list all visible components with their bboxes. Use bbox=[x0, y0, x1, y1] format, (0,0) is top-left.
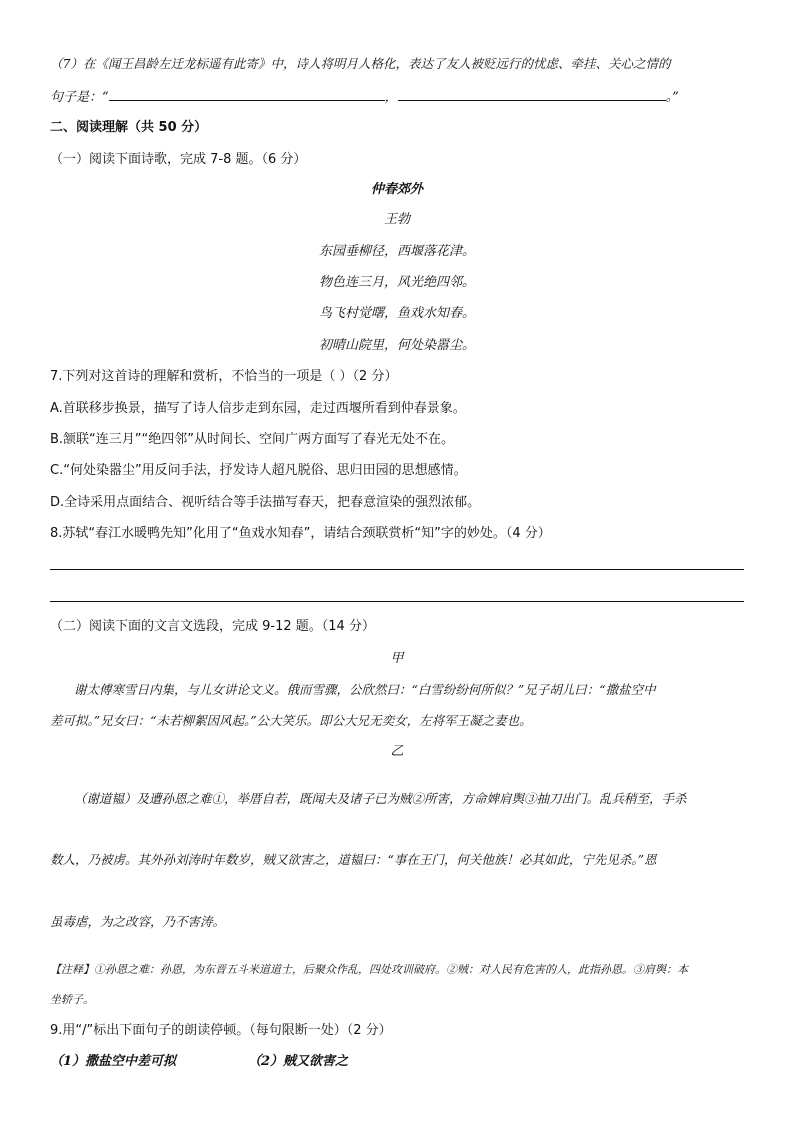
jia-label: 甲 bbox=[390, 651, 404, 666]
yi-label: 乙 bbox=[390, 744, 404, 759]
section2-title: 二、阅读理解（共 50 分） bbox=[50, 120, 208, 135]
yi-line: （谢道韫）及遭孙恩之难①，举厝自若，既闻夫及诸子已为贼②所害，方命婢肩舆③抽刀出门。乱兵稍至，手杀 bbox=[74, 791, 687, 806]
poem-line: 物色连三月，风光绝四邻。 bbox=[318, 275, 475, 290]
q7-option-b: B.颔联“连三月”“绝四邻”从时间长、空间广两方面写了春光无处不在。 bbox=[50, 432, 454, 447]
q9-item-2: （2）贼又欲害之 bbox=[248, 1054, 349, 1069]
q7-prev-suffix: 。” bbox=[665, 90, 679, 105]
q9-item-1: （1）撒盐空中差可拟 bbox=[50, 1054, 177, 1069]
notes-line: 坐轿子。 bbox=[50, 993, 94, 1006]
q7-option-d: D.全诗采用点面结合、视听结合等手法描写春天，把春意渲染的强烈浓郁。 bbox=[50, 495, 481, 510]
poem-line: 初晴山院里，何处染嚣尘。 bbox=[318, 338, 475, 353]
poem-line: 鸟飞村觉曙，鱼戏水知春。 bbox=[318, 306, 475, 321]
poem-author: 王勃 bbox=[383, 212, 410, 227]
yi-line: 虽毒虐，为之改容，乃不害涛。 bbox=[50, 914, 226, 929]
q7-prev-line1: （7）在《闻王昌龄左迁龙标遥有此寄》中，诗人将明月人格化，表达了友人被贬远行的忧虑、牵挂、关心之情的 bbox=[50, 56, 671, 71]
poem-line: 东园垂柳径，西堰落花津。 bbox=[318, 244, 475, 259]
part2-intro: （二）阅读下面的文言文选段，完成 9-12 题。（14 分） bbox=[50, 619, 375, 634]
q7-prev-line2 bbox=[50, 86, 679, 108]
notes-line: 【注释】①孙恩之难：孙恩，为东晋五斗米道道士，后聚众作乱，四处攻训破府。②贼：对人民有危害的人，此指孙恩。③肩舆：本 bbox=[50, 963, 688, 976]
q7-question: 7.下列对这首诗的理解和赏析，不恰当的一项是（ ）（2 分） bbox=[50, 369, 398, 384]
q7-option-a: A.首联移步换景，描写了诗人信步走到东园，走过西堰所看到仲春景象。 bbox=[50, 401, 466, 416]
answer-line[interactable] bbox=[50, 569, 744, 570]
answer-line[interactable] bbox=[50, 601, 744, 602]
jia-line: 谢太傅寒雪日内集，与儿女讲论文义。俄而雪骤，公欣然曰：“白雪纷纷何所似？”兄子胡儿曰：“撒盐空中 bbox=[74, 682, 656, 697]
q8-question: 8.苏轼“春江水暖鸭先知”化用了“鱼戏水知春”，请结合颈联赏析“知”字的妙处。（4 分） bbox=[50, 526, 551, 541]
q7-prev-mid: ， bbox=[384, 90, 398, 105]
q7-option-c: C.“何处染嚣尘”用反问手法，抒发诗人超凡脱俗、思归田园的思想感情。 bbox=[50, 463, 467, 478]
q7-prev-prefix: 句子是：“ bbox=[50, 90, 109, 105]
jia-line: 差可拟。”兄女曰：“未若柳絮因风起。”公大笑乐。即公大兄无奕女，左将军王凝之妻也。 bbox=[50, 713, 532, 728]
poem-title: 仲春郊外 bbox=[370, 182, 423, 197]
part1-intro: （一）阅读下面诗歌，完成 7-8 题。（6 分） bbox=[50, 152, 307, 167]
q9-question: 9.用“/”标出下面句子的朗读停顿。（每句限断一处）（2 分） bbox=[50, 1023, 392, 1038]
answer-blank-1[interactable] bbox=[109, 86, 385, 101]
answer-blank-2[interactable] bbox=[398, 86, 666, 101]
yi-line: 数人，乃被虏。其外孙刘涛时年数岁，贼又欲害之，道韫曰：“事在王门，何关他族！必其如此，宁先见杀。”恩 bbox=[50, 852, 657, 867]
